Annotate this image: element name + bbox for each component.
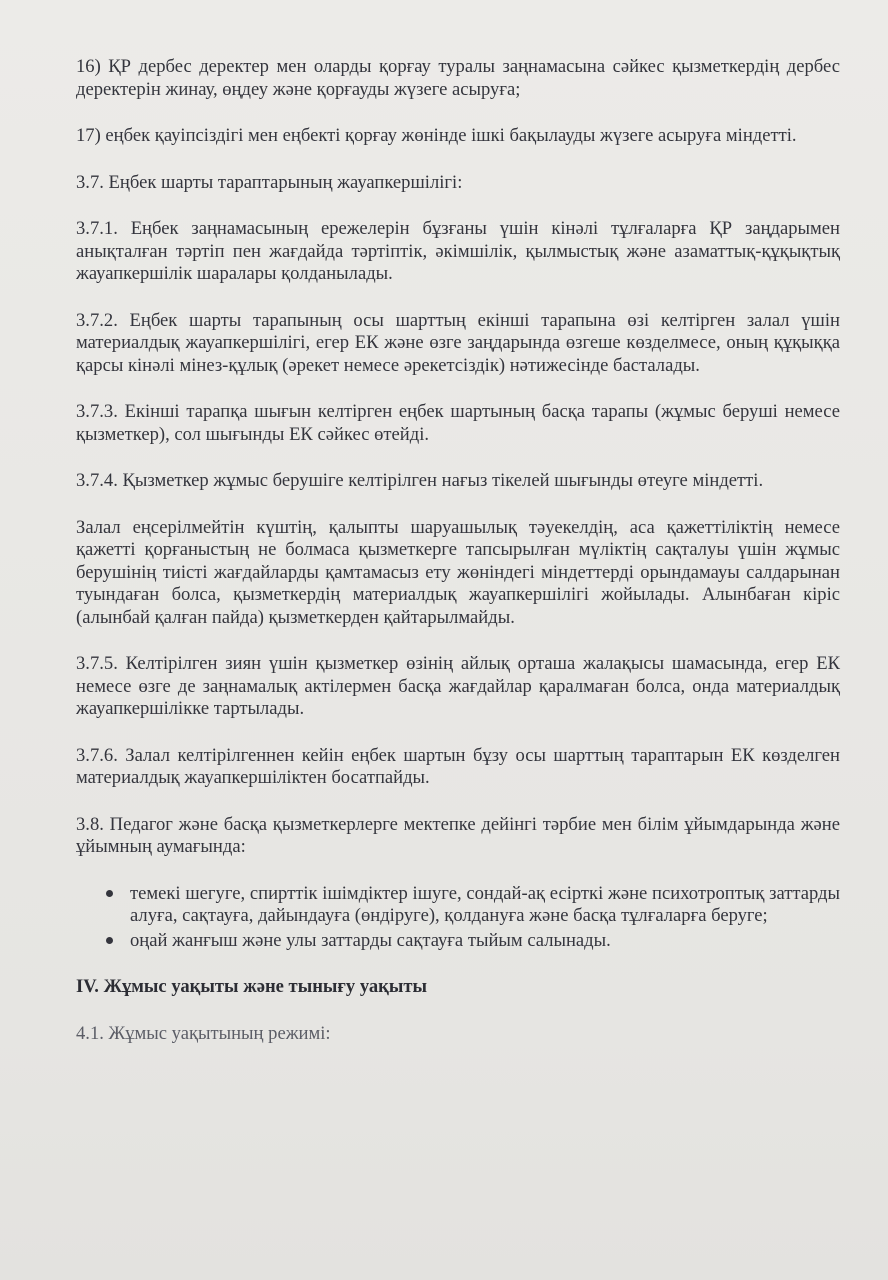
list-item xyxy=(76,883,840,928)
list-item-text: темекі шегуге, спирттік ішімдіктер ішуге, сондай-ақ есірткі және психотроптық заттарды алуға, сақтауға, дайындауға (өндіруге), қолдануға және басқа тұлғаларға беруге; xyxy=(130,882,840,926)
paragraph-3-7-2: 3.7.2. Еңбек шарты тарапының осы шарттың екінші тарапына өзі келтірген залал үшін материалдық жауапкершілігі, егер ЕК және өзге заңдарында өзгеше көзделмесе, оның құқыққа қарсы кінәлі мінез-құлық (әрекет немесе әрекетсіздік) нәтижесінде басталады. xyxy=(76,309,840,376)
paragraph-3-7-3: 3.7.3. Екінші тарапқа шығын келтірген еңбек шартының басқа тарапы (жұмыс беруші немесе қызметкер), сол шығынды ЕК сәйкес өтейді. xyxy=(76,401,840,445)
bullet-icon xyxy=(106,890,113,897)
list-item-text: оңай жанғыш және улы заттарды сақтауға тыйым салынады. xyxy=(130,929,611,951)
paragraph-item-16: 16) ҚР дербес деректер мен оларды қорғау туралы заңнамасына сәйкес қызметкердің дербес деректерін жинау, өңдеу және қорғауды жүзеге асыруға; xyxy=(76,56,840,100)
paragraph-3-8: 3.8. Педагог және басқа қызметкерлерге мектепке дейінгі тәрбие мен білім ұйымдарында және ұйымның аумағында: xyxy=(76,813,840,857)
paragraph-3-7-1: 3.7.1. Еңбек заңнамасының ережелерін бұзғаны үшін кінәлі тұлғаларға ҚР заңдарымен анықталған тәртіп пен жағдайда тәртіптік, әкімшілік, қылмыстық және азаматтық-құқықтық жауапкершілік шаралары қолданылады. xyxy=(76,218,840,284)
paragraph-3-7-4: 3.7.4. Қызметкер жұмыс берушіге келтірілген нағыз тікелей шығынды өтеуге міндетті. xyxy=(76,470,764,491)
paragraph-3-7-5: 3.7.5. Келтірілген зиян үшін қызметкер өзінің айлық орташа жалақысы шамасында, егер ЕК немесе өзге де заңнамалық актілермен басқа жағдайлар қаралмаған болса, онда материалдық жауапкершілікке тартылады. xyxy=(76,653,840,719)
section-heading: IV. Жұмыс уақыты және тынығу уақыты xyxy=(76,976,428,997)
list-item xyxy=(76,930,840,953)
paragraph-4-1: 4.1. Жұмыс уақытының режимі: xyxy=(76,1022,331,1044)
paragraph-3-7-heading: 3.7. Еңбек шарты тараптарының жауапкершілігі: xyxy=(76,171,463,193)
paragraph-item-17: 17) еңбек қауіпсіздігі мен еңбекті қорғау жөнінде ішкі бақылауды жүзеге асыруға міндетті. xyxy=(76,125,797,146)
bullet-icon xyxy=(106,937,113,944)
paragraph-liability-exemption: Залал еңсерілмейтін күштің, қалыпты шаруашылық тәуекелдің, аса қажеттіліктің немесе қажетті қорғаныстың не болмаса қызметкерге тапсырылған мүліктің сақталуы үшін жұмыс берушінің тиісті жағдайларды қамтамасыз ету жөніндегі міндеттерді орындамауы салдарынан туындаған болса, қызметкердің материалдық жауапкершілігі жойылады. Алынбаған кіріс (алынбай қалған пайда) қызметкерден қайтарылмайды. xyxy=(76,516,840,628)
prohibition-list xyxy=(76,883,840,953)
paragraph-3-7-6: 3.7.6. Залал келтірілгеннен кейін еңбек шартын бұзу осы шарттың тараптарын ЕК көзделген материалдық жауапкершіліктен босатпайды. xyxy=(76,744,840,788)
document-page xyxy=(76,56,840,1069)
